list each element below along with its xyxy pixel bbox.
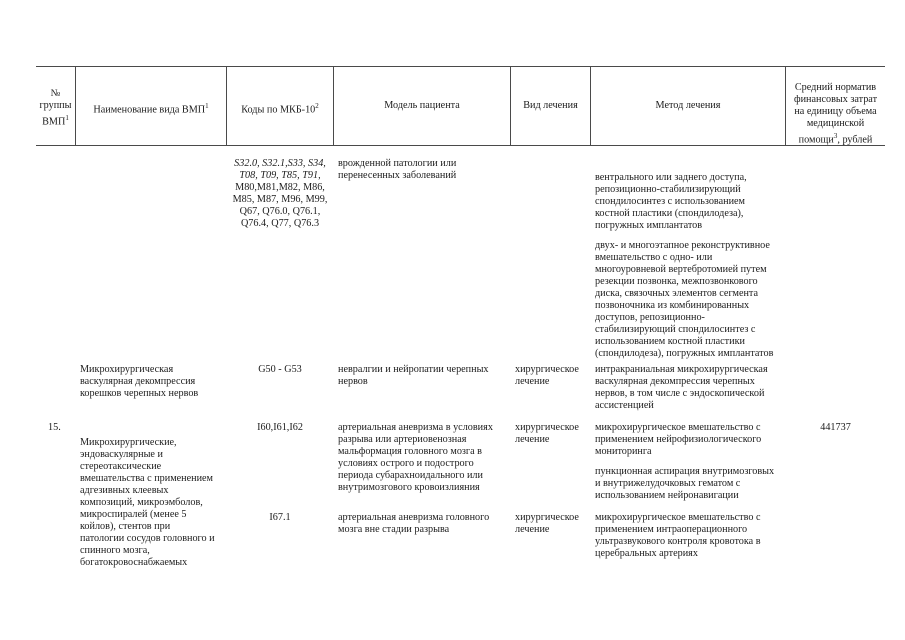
- block3-method-2: [595, 512, 785, 560]
- text-line: микрохирургическое вмешательство с: [595, 422, 761, 433]
- header-vmp-name: Наименование вида ВМП$^1$: [93, 102, 209, 116]
- block2-icd-codes: G50 - G53: [258, 364, 302, 375]
- text-line: композиций, микроэмболов,: [80, 497, 203, 508]
- header-text: на единицу объема: [794, 106, 877, 117]
- text-line: церебральных артериях: [595, 548, 698, 559]
- header-treatment-method: Метод лечения: [655, 100, 721, 111]
- header-top-rule: [36, 66, 885, 67]
- text-line: артериальная аневризма в условиях: [338, 422, 493, 433]
- text-line: хирургическое: [515, 422, 579, 433]
- text-line: невралгии и нейропатии черепных: [338, 364, 489, 375]
- text-line: внутримозгового кровоизлияния: [338, 482, 480, 493]
- header-text: Средний норматив: [794, 82, 877, 93]
- block2-patient-model: [338, 364, 510, 388]
- text-line: вентрального или заднего доступа,: [595, 172, 747, 183]
- text-line: богатокровоснабжаемых: [80, 557, 188, 568]
- header-patient-model: Модель пациента: [384, 100, 460, 111]
- block3-method-1a: [595, 422, 785, 458]
- text-line: койлов), стентов при: [80, 521, 171, 532]
- text-line: лечение: [515, 524, 550, 535]
- block3-avg-cost: 441737: [820, 422, 851, 433]
- text-line: лечение: [515, 376, 550, 387]
- text-line: васкулярная декомпрессия: [80, 376, 196, 387]
- block1-icd-codes: [227, 158, 333, 230]
- block1-method-1: [595, 172, 785, 232]
- block2-treatment-type: [515, 364, 590, 388]
- text-line: репозиционно-стабилизирующий: [595, 184, 741, 195]
- code-line: S32.0, S32.1,S33, S34,: [234, 158, 326, 169]
- header-text: финансовых затрат: [793, 94, 878, 105]
- text-line: доступов, репозиционно-: [595, 312, 705, 323]
- block3-icd-codes-2: I67.1: [269, 512, 291, 523]
- text-line: диска, связочных элементов сегмента: [595, 288, 759, 299]
- header-avg-cost: [786, 82, 885, 146]
- text-line: (спондилодеза), погружных имплантатов: [595, 348, 774, 359]
- text-line: нервов: [338, 376, 368, 387]
- text-line: использованием нейронавигации: [595, 490, 739, 501]
- block2-vmp-name: [80, 364, 226, 400]
- text-line: мониторинга: [595, 446, 652, 457]
- block1-patient-model: [338, 158, 510, 182]
- text-line: Микрохирургические,: [80, 437, 177, 448]
- text-line: хирургическое: [515, 364, 579, 375]
- text-line: мальформация головного мозга в: [338, 446, 482, 457]
- text-line: корешков черепных нервов: [80, 388, 199, 399]
- header-group-number: [36, 88, 75, 128]
- text-line: мозга вне стадии разрыва: [338, 524, 450, 535]
- text-line: периода субарахноидального или: [338, 470, 483, 481]
- text-line: врожденной патологии или: [338, 158, 457, 169]
- code-line: M80,M81,M82, M86,: [235, 182, 325, 193]
- text-line: двух- и многоэтапное реконструктивное: [595, 240, 770, 251]
- text-line: костной пластики (спондилодеза),: [595, 208, 744, 219]
- header-text: группы: [39, 100, 72, 111]
- header-text: №: [50, 88, 61, 99]
- text-line: микрохирургическое вмешательство с: [595, 512, 761, 523]
- block3-treatment-type-1: [515, 422, 590, 446]
- text-line: лечение: [515, 434, 550, 445]
- block2-method: [595, 364, 785, 412]
- text-line: эндоваскулярные и: [80, 449, 163, 460]
- text-line: интракраниальная микрохирургическая: [595, 364, 768, 375]
- block3-icd-codes-1: I60,I61,I62: [257, 422, 303, 433]
- text-line: и внутрижелудочковых гематом с: [595, 478, 741, 489]
- header-icd-codes: Коды по МКБ-$10^2$: [241, 102, 319, 116]
- text-line: ультразвукового контроля кровотока в: [595, 536, 761, 547]
- text-line: использованием костной пластики: [595, 336, 745, 347]
- code-line: T08, T09, T85, T91,: [239, 170, 321, 181]
- text-line: спинного мозга,: [80, 545, 150, 556]
- header-treatment-type: Вид лечения: [523, 100, 578, 111]
- text-line: нервов, в том числе с эндоскопической: [595, 388, 765, 399]
- text-line: вмешательства с применением: [80, 473, 214, 484]
- text-line: артериальная аневризма головного: [338, 512, 490, 523]
- block1-method-2: [595, 240, 785, 360]
- text-line: погружных имплантатов: [595, 220, 703, 231]
- header-text: ВМП$^1$: [42, 114, 69, 128]
- block3-vmp-name: [80, 437, 226, 569]
- text-line: микроспиралей (менее 5: [80, 509, 187, 520]
- text-line: патологии сосудов головного и: [80, 533, 215, 544]
- text-line: позвоночника из комбинированных: [595, 300, 750, 311]
- text-line: ассистенцией: [595, 400, 654, 411]
- block3-group-number: 15.: [48, 422, 61, 433]
- code-line: Q67, Q76.0, Q76.1,: [239, 206, 321, 217]
- block3-patient-model-2: [338, 512, 510, 536]
- header-text: медицинской: [806, 118, 865, 129]
- code-line: Q76.4, Q77, Q76.3: [240, 218, 320, 229]
- text-line: васкулярная декомпрессия черепных: [595, 376, 755, 387]
- block3-method-1b: [595, 466, 785, 502]
- text-line: пункционная аспирация внутримозговых: [595, 466, 775, 477]
- text-line: многоуровневой вертебротомией путем: [595, 264, 767, 275]
- text-line: резекции позвонка, межпозвонкового: [595, 276, 758, 287]
- text-line: перенесенных заболеваний: [338, 170, 457, 181]
- code-line: M85, M87, M96, M99,: [232, 194, 328, 205]
- text-line: стереотаксические: [80, 461, 162, 472]
- text-line: условиях острого и подострого: [338, 458, 474, 469]
- text-line: применением интраоперационного: [595, 524, 748, 535]
- text-line: вмешательство с одно- или: [595, 252, 713, 263]
- header-bottom-rule: [36, 145, 885, 146]
- block3-patient-model-1: [338, 422, 510, 494]
- text-line: спондилосинтез с использованием: [595, 196, 745, 207]
- header-text: помощи$^3$, рублей: [798, 132, 873, 146]
- text-line: стабилизирующий спондилосинтез с: [595, 324, 756, 335]
- text-line: применением нейрофизиологического: [595, 434, 762, 445]
- text-line: хирургическое: [515, 512, 579, 523]
- text-line: Микрохирургическая: [80, 364, 174, 375]
- text-line: разрыва или артериовенозная: [338, 434, 467, 445]
- text-line: адгезивных клеевых: [80, 485, 169, 496]
- block3-treatment-type-2: [515, 512, 590, 536]
